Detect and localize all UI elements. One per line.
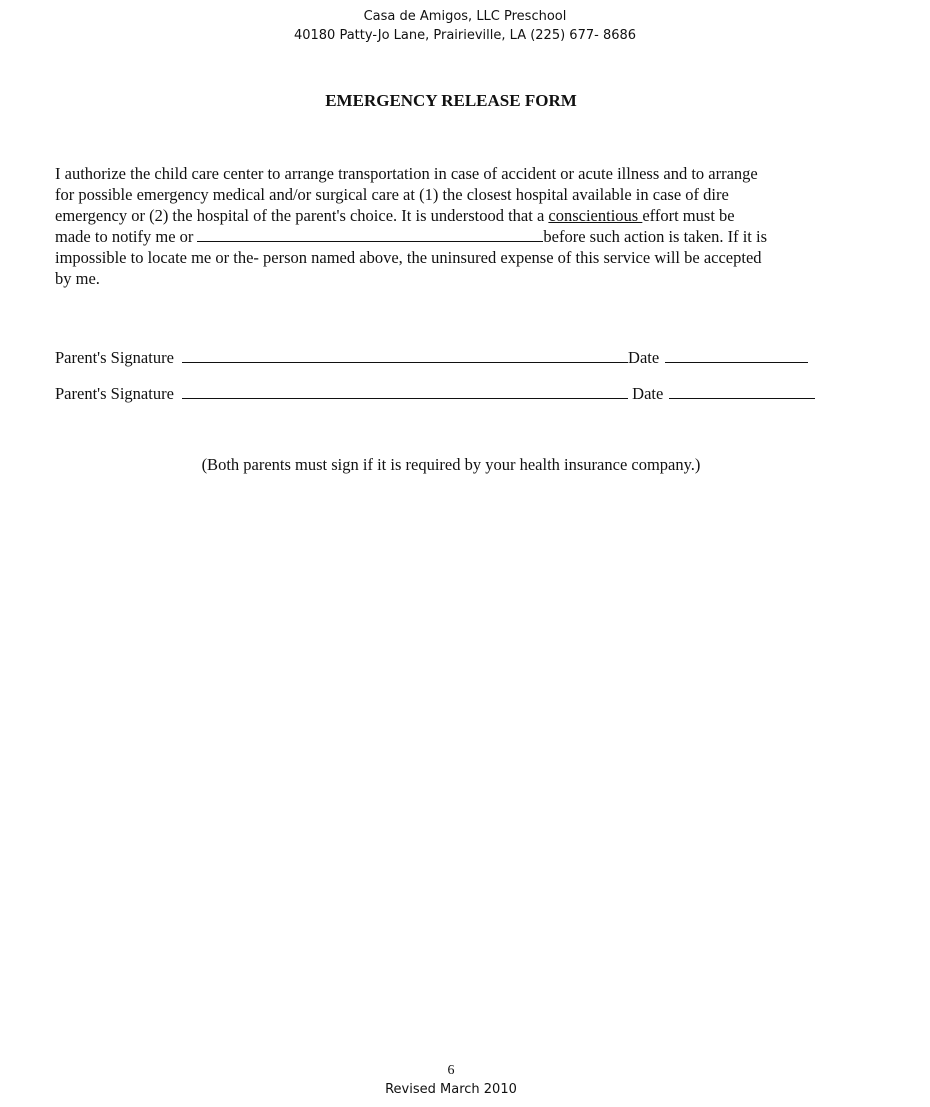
alternate-contact-blank[interactable] [197, 227, 543, 242]
org-name: Casa de Amigos, LLC Preschool [363, 9, 567, 24]
paragraph-line: made to notify me or before such action is taken. If it is [55, 227, 767, 246]
date-line[interactable] [669, 383, 815, 399]
signature-row [55, 383, 815, 404]
signature-label: Parent's Signature [55, 348, 174, 367]
signature-line[interactable] [182, 383, 628, 399]
signature-label: Parent's Signature [55, 384, 174, 403]
date-label: Date [628, 348, 660, 367]
date-label: Date [632, 384, 664, 403]
paragraph-line: I authorize the child care center to arrange transportation in case of accident or acute illness and to arrange [55, 164, 758, 183]
paragraph-line: impossible to locate me or the- person named above, the uninsured expense of this service will be accepted [55, 248, 762, 267]
paragraph-line: for possible emergency medical and/or surgical care at (1) the closest hospital available in case of dire [55, 185, 729, 204]
paragraph-line: by me. [55, 269, 100, 288]
signature-row [55, 347, 808, 368]
org-address: 40180 Patty-Jo Lane, Prairieville, LA (225) 677- 8686 [293, 28, 637, 43]
insurance-note: (Both parents must sign if it is required by your health insurance company.) [201, 455, 701, 474]
underlined-word: conscientious [548, 206, 643, 225]
form-title: EMERGENCY RELEASE FORM [325, 91, 577, 110]
authorization-paragraph [55, 163, 855, 289]
date-line[interactable] [665, 347, 808, 363]
signature-line[interactable] [182, 347, 628, 363]
paragraph-line: emergency or (2) the hospital of the parent's choice. It is understood that a conscientious effort must be [55, 206, 735, 225]
page-number: 6 [447, 1063, 455, 1078]
revision-date: Revised March 2010 [385, 1082, 517, 1097]
